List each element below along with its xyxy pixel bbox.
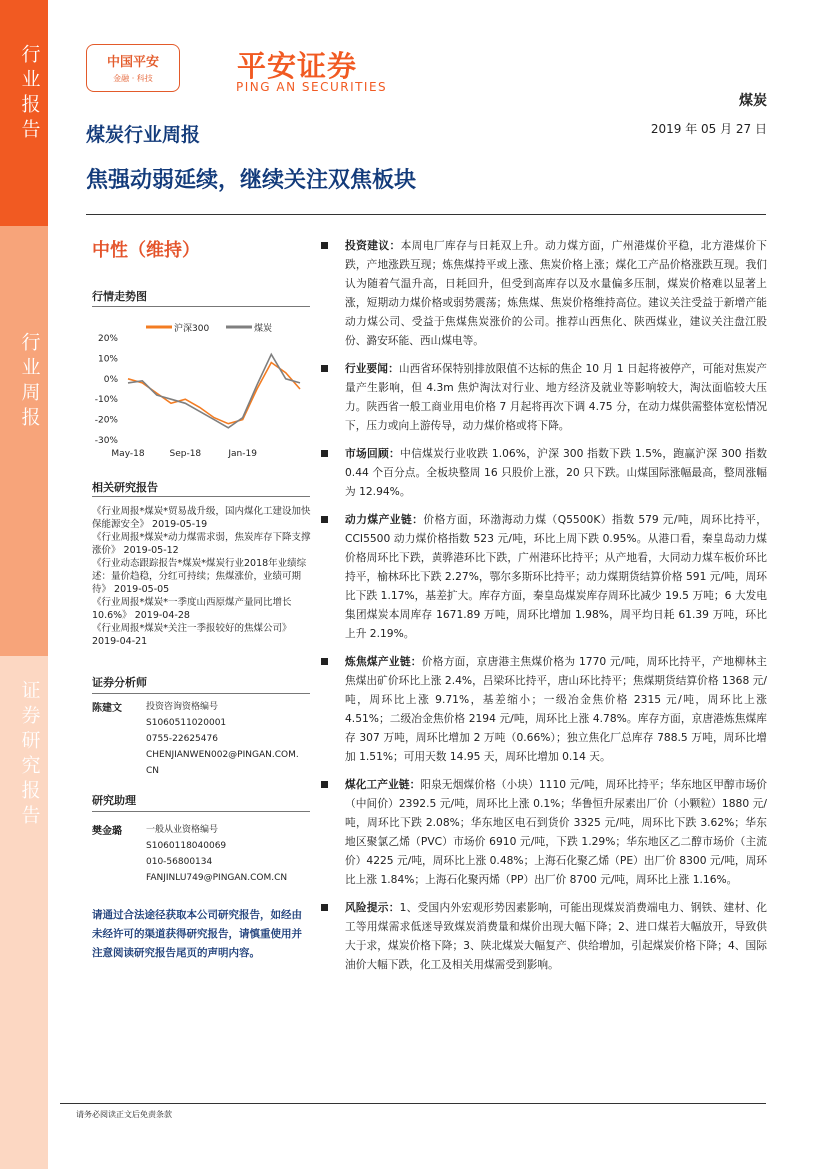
para-label: 市场回顾： bbox=[345, 447, 401, 460]
sidebar-block-research bbox=[0, 656, 48, 1169]
para-text: 阳泉无烟煤价格（小块）1110 元/吨，周环比持平；华东地区甲醇市场价（中间价）2392.5 元/吨，周环比上涨 0.1%；华鲁恒升尿素出厂价（小颗粒）1880 元/吨，周环比下跌 2.08%；华东地区电石到货价 3325 元/吨，周环比下跌 3.62%；华东地区聚氯乙烯（PVC）市场价 6910 元/吨，下跌 1.29%；华东地区乙二醇市场价（主流价）4225 元/吨，周环比上涨 0.48%；上海石化聚乙烯（PE）出厂价 8300 元/吨，周环比上涨 1.84%；上海石化聚丙烯（PP）出厂价 8700 元/吨，周环比上涨 1.16%。 bbox=[345, 778, 767, 886]
x-tick-label: May-18 bbox=[111, 449, 145, 459]
report-body bbox=[321, 236, 767, 983]
legend-label-hs300: 沪深300 bbox=[174, 324, 210, 334]
analyst-cert-label: 投资咨询资格编号 bbox=[146, 702, 219, 712]
legend-label-coal: 煤炭 bbox=[254, 324, 273, 334]
sidebar-text-1: 行业报告 bbox=[18, 44, 41, 144]
logo-subtext: 金融 · 科技 bbox=[113, 74, 153, 83]
para-label: 风险提示： bbox=[345, 901, 400, 914]
y-tick-label: 10% bbox=[97, 354, 118, 365]
assistant-info bbox=[146, 822, 287, 886]
x-tick-label: Jan-19 bbox=[228, 449, 257, 459]
x-tick-label: Sep-18 bbox=[169, 449, 202, 459]
market-trend-chart bbox=[88, 316, 310, 464]
section-divider bbox=[92, 496, 310, 497]
y-tick-label: -10% bbox=[94, 395, 118, 406]
para-text: 山西省环保特别排放限值不达标的焦企 10 月 1 日起将被停产，可能对焦炭产量产生影响，但 4.3m 焦炉淘汰对行业、地方经济及就业等影响较大，淘汰面临较大压力。陕西省一般工商业用电价格 7 月起将再次下调 4.75 分，在动力煤供需整体宽松情况下，压力或向上游传导，动力煤价格或将下降。 bbox=[345, 362, 767, 432]
analyst-email[interactable]: CHENJIANWEN002@PINGAN.COM. bbox=[146, 750, 299, 760]
para-label: 行业要闻： bbox=[345, 362, 399, 375]
related-report-item[interactable]: 《行业周报*煤炭*贸易战升级，国内煤化工建设加快保能源安全》 2019-05-19 bbox=[92, 506, 311, 530]
section-divider bbox=[92, 306, 310, 307]
assistant-section-title: 研究助理 bbox=[92, 794, 136, 807]
sidebar-text-3: 证券研究报告 bbox=[18, 680, 41, 830]
para-text: 本周电厂库存与日耗双上升。动力煤方面，广州港煤价平稳，北方港煤价下跌，产地涨跌互现；炼焦煤持平或上涨、焦炭价格上涨；煤化工产品价格涨跌互现。我们认为随着气温升高，日耗回升，但受到高库存以及水量偏多压制，煤炭价格难以显著上涨，短期动力煤价格或弱势震荡；炼焦煤、焦炭价格维持高位。建议关注受益于新增产能动力煤公司、受益于焦煤焦炭涨价的公司。推荐山西焦化、陕西煤业，建议关注盘江股份、潞安环能、西山煤电等。 bbox=[345, 239, 767, 347]
analyst-cert-no: S1060511020001 bbox=[146, 718, 227, 728]
related-reports-list bbox=[92, 505, 314, 648]
bullet-icon bbox=[321, 658, 328, 665]
footer-divider bbox=[60, 1103, 766, 1104]
para-label: 煤化工产业链： bbox=[345, 778, 421, 791]
para-text: 价格方面，京唐港主焦煤价格为 1770 元/吨，周环比持平，产地柳林主焦煤出矿价环比上涨 2.4%，吕梁环比持平，唐山环比持平；焦煤期货结算价格 1368 元/吨，周环比上涨 9.71%，基差缩小；一级冶金焦价格 2315 元/吨，周环比上涨 4.51%；二级冶金焦价格 2194 元/吨，周环比上涨 4.78%。库存方面，京唐港炼焦煤库存 307 万吨，周环比增加 2 万吨（0.66%）；独立焦化厂总库存 788.5 万吨，周环比增加 1.51%；可用天数 14.95 天，周环比增加 0.14 天。 bbox=[345, 655, 767, 763]
sidebar-text-2: 行业周报 bbox=[18, 332, 41, 432]
page-title: 焦强动弱延续，继续关注双焦板块 bbox=[86, 168, 417, 193]
rating: 中性（维持） bbox=[92, 240, 200, 261]
section-divider bbox=[92, 693, 310, 694]
bullet-icon bbox=[321, 516, 328, 523]
bullet-icon bbox=[321, 781, 328, 788]
para-coal-chemical bbox=[321, 775, 767, 889]
para-label: 炼焦煤产业链： bbox=[345, 655, 422, 668]
para-label: 投资建议： bbox=[345, 239, 401, 252]
para-text: 价格方面，环渤海动力煤（Q5500K）指数 579 元/吨，周环比持平，CCI5500 动力煤价格指数 523 元/吨，环比上周下跌 0.95%。从港口看，秦皇岛动力煤价格周环比下跌，黄骅港环比下跌，广州港环比持平；从产地看，大同动力煤车板价环比持平，榆林环比下跌 2.27%，鄂尔多斯环比持平；动力煤期货结算价格 591 元/吨，周环比下跌 1.17%，基差扩大。库存方面，秦皇岛煤炭库存周环比减少 19.5 万吨；6 大发电集团煤炭本周库存 1671.89 万吨，周环比增加 1.98%，周平均日耗 61.39 万吨，环比上升 2.19%。 bbox=[345, 513, 767, 640]
para-market-review bbox=[321, 444, 767, 501]
sidebar-block-report bbox=[0, 0, 48, 226]
analyst-email-cont[interactable]: CN bbox=[146, 766, 160, 776]
y-tick-label: 0% bbox=[103, 374, 118, 385]
assistant-phone: 010-56800134 bbox=[146, 857, 213, 867]
logo-text: 中国平安 bbox=[106, 55, 159, 70]
bullet-icon bbox=[321, 365, 328, 372]
y-tick-label: 20% bbox=[97, 334, 118, 344]
para-label: 动力煤产业链： bbox=[345, 513, 424, 526]
related-report-item[interactable]: 《行业周报*煤炭*一季度山西原煤产量同比增长10.6%》 2019-04-28 bbox=[92, 597, 292, 621]
related-reports-title: 相关研究报告 bbox=[92, 481, 158, 494]
section-divider bbox=[92, 811, 310, 812]
para-thermal-coal bbox=[321, 510, 767, 643]
para-text: 1、受国内外宏观形势因素影响，可能出现煤炭消费端电力、钢铁、建材、化工等用煤需求低迷导致煤炭消费量和煤价出现大幅下降；2、进口煤若大幅放开，导致供大于求，煤炭价格下降；3、陕北煤炭大幅复产、供给增加，引起煤炭价格下降；4、国际油价大幅下跌，化工及相关用煤需受到影响。 bbox=[345, 901, 767, 971]
footer-note: 请务必阅读正文后免责条款 bbox=[76, 1110, 172, 1119]
analyst-name: 陈建文 bbox=[92, 703, 122, 714]
brand-name-cn: 平安证券 bbox=[237, 49, 358, 83]
analyst-info bbox=[146, 699, 299, 779]
header-divider bbox=[86, 214, 766, 215]
y-tick-label: -20% bbox=[94, 415, 118, 426]
chart-legend bbox=[146, 322, 272, 334]
para-coking-coal bbox=[321, 652, 767, 766]
assistant-cert-label: 一般从业资格编号 bbox=[146, 825, 219, 835]
analyst-phone: 0755-22625476 bbox=[146, 734, 218, 744]
para-industry-news bbox=[321, 359, 767, 435]
chart-section-title: 行情走势图 bbox=[92, 290, 147, 303]
assistant-name: 樊金璐 bbox=[92, 826, 122, 837]
y-tick-label: -30% bbox=[94, 436, 118, 446]
related-report-item[interactable]: 《行业周报*煤炭*动力煤需求弱，焦炭库存下降支撑涨价》 2019-05-12 bbox=[92, 532, 311, 556]
bullet-icon bbox=[321, 450, 328, 457]
pingan-logo bbox=[86, 44, 180, 92]
report-date: 2019 年 05 月 27 日 bbox=[650, 122, 767, 136]
related-report-item[interactable]: 《行业动态跟踪报告*煤炭*煤炭行业2018年业绩综述：量价趋稳，分红可持续；焦煤涨价，业绩可期待》 2019-05-05 bbox=[92, 558, 307, 595]
para-risk-warning bbox=[321, 898, 767, 974]
assistant-cert-no: S1060118040069 bbox=[146, 841, 227, 851]
related-report-item[interactable]: 《行业周报*煤炭*关注一季报较好的焦煤公司》 2019-04-21 bbox=[92, 623, 292, 647]
para-text: 中信煤炭行业收跌 1.06%，沪深 300 指数下跌 1.5%，跑赢沪深 300 指数 0.44 个百分点。全板块整周 16 只股价上涨，20 只下跌。山煤国际涨幅最高，整周涨幅为 12.94%。 bbox=[345, 447, 767, 498]
disclaimer: 请通过合法途径获取本公司研究报告，如经由未经许可的渠道获得研究报告，请慎重使用并注意阅读研究报告尾页的声明内容。 bbox=[92, 909, 302, 959]
report-type: 煤炭行业周报 bbox=[86, 124, 201, 146]
assistant-email[interactable]: FANJINLU749@PINGAN.COM.CN bbox=[146, 873, 288, 883]
bullet-icon bbox=[321, 904, 328, 911]
para-investment-advice bbox=[321, 236, 767, 350]
bullet-icon bbox=[321, 242, 328, 249]
sidebar-block-weekly bbox=[0, 226, 48, 656]
industry-label: 煤炭 bbox=[739, 93, 767, 109]
analyst-section-title: 证券分析师 bbox=[92, 676, 147, 689]
brand-name-en: PING AN SECURITIES bbox=[236, 80, 388, 94]
